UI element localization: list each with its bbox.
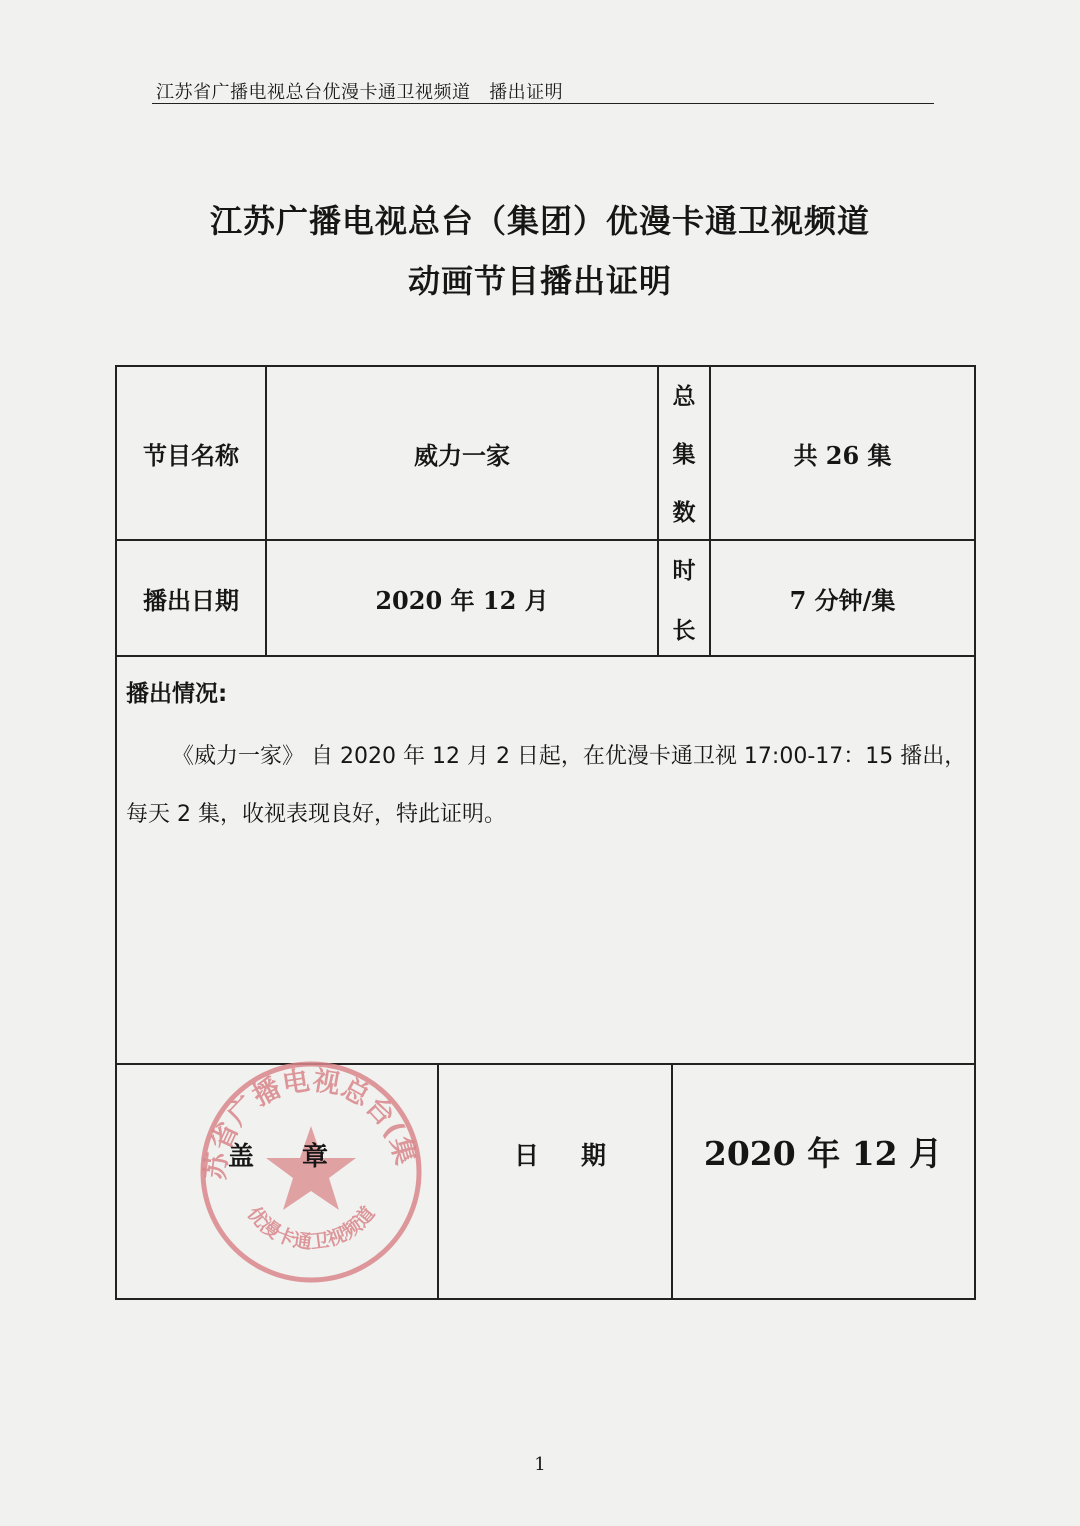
air-date-label: 播出日期 xyxy=(143,586,239,615)
date-label-char-2: 期 xyxy=(580,1141,606,1170)
seal-label-char-2: 章 xyxy=(301,1142,328,1172)
total-episodes-value: 共 26 集 xyxy=(793,440,892,470)
total-episodes-label-char-1: 总 xyxy=(672,384,696,410)
document-title: 江苏广播电视总台（集团）优漫卡通卫视频道 xyxy=(209,202,870,240)
date-label xyxy=(514,1136,606,1172)
broadcast-text: 《威力一家》 自 2020 年 12 月 2 日起，在优漫卡通卫视 17:00-17：15 播出，每天 2 集，收视表现良好，特此证明。 xyxy=(126,744,967,827)
program-name-label: 节目名称 xyxy=(143,441,239,470)
table-border-right xyxy=(974,365,976,1300)
duration-value: 7 分钟/集 xyxy=(789,585,896,615)
duration-label-char-1: 时 xyxy=(672,558,696,584)
header-rule xyxy=(152,103,934,104)
seal-bottom-text: 优漫卡通卫视频道 xyxy=(242,1202,380,1254)
footer-col-rule-1 xyxy=(437,1063,439,1299)
running-header-title: 江苏省广播电视总台优漫卡通卫视频道 xyxy=(156,82,471,103)
broadcast-label: 播出情况: xyxy=(126,681,228,707)
date-label-char-1: 日 xyxy=(514,1141,540,1170)
total-episodes-label-char-3: 数 xyxy=(672,500,696,526)
date-value: 2020 年 12 月 xyxy=(703,1134,943,1173)
running-header-subtitle: 播出证明 xyxy=(489,82,564,103)
duration-label-char-2: 长 xyxy=(672,618,696,644)
seal-label xyxy=(228,1136,328,1173)
total-episodes-label xyxy=(659,378,709,552)
table-rule-row2 xyxy=(115,655,976,657)
duration-label xyxy=(659,552,709,672)
page-number: 1 xyxy=(534,1454,546,1475)
program-name-value: 威力一家 xyxy=(414,441,510,470)
document-subtitle: 动画节目播出证明 xyxy=(407,262,672,300)
running-header xyxy=(156,78,563,104)
total-episodes-label-char-2: 集 xyxy=(672,442,696,468)
footer-col-rule-2 xyxy=(671,1063,673,1299)
table-border-bottom xyxy=(115,1298,976,1300)
seal-label-char-1: 盖 xyxy=(228,1142,255,1172)
air-date-value: 2020 年 12 月 xyxy=(375,585,549,615)
seal-top-text: 苏省广播电视总台(集 xyxy=(200,1065,421,1182)
